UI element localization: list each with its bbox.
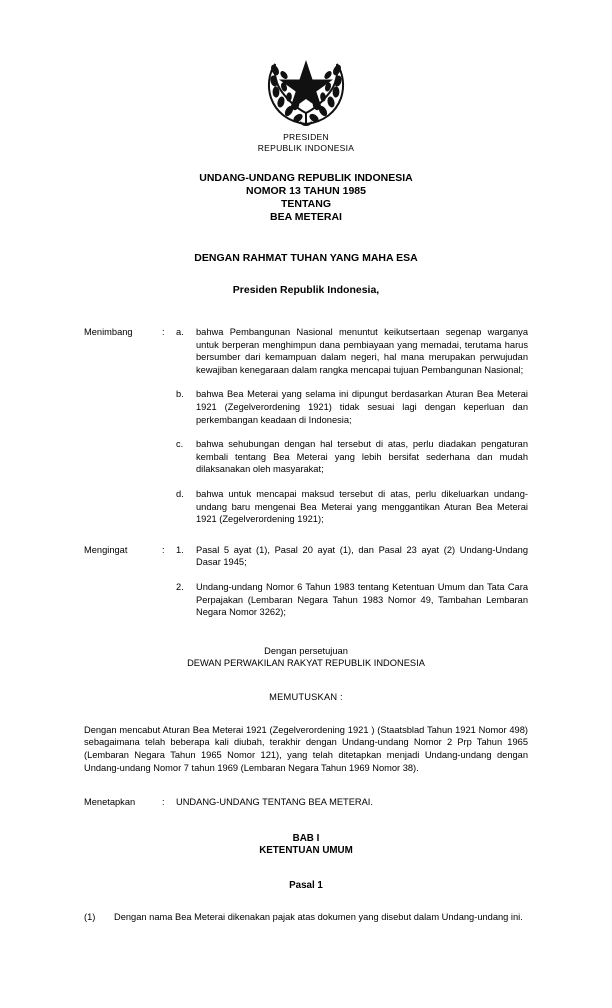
list-item-text: bahwa Pembangunan Nasional menuntut keikutsertaan segenap warganya untuk berperan menghimpun dana pembiayaan yang memadai, terutama harus bersumber dari kemampuan dalam negeri, hal mana merupakan perwujudan kewajiban kenegaraan dalam rangka mencapai tujuan Pembangunan Nasional; xyxy=(196,327,528,375)
chapter-line-2: KETENTUAN UMUM xyxy=(259,845,353,857)
title-line-4: BEA METERAI xyxy=(270,211,342,223)
list-item-marker: d. xyxy=(176,488,184,499)
menetapkan-text: UNDANG-UNDANG TENTANG BEA METERAI. xyxy=(176,797,373,808)
mengingat-section xyxy=(84,544,528,619)
emblem-container xyxy=(84,50,528,128)
list-item-marker: 1. xyxy=(176,544,184,555)
chapter-line-1: BAB I xyxy=(292,832,320,844)
article-item-text: Dengan nama Bea Meterai dikenakan pajak atas dokumen yang disebut dalam Undang-undang ini. xyxy=(114,912,523,923)
mengingat-items xyxy=(176,544,528,619)
article-item xyxy=(84,911,528,924)
list-item-text: bahwa untuk mencapai maksud tersebut di atas, perlu dikeluarkan undang-undang baru mengenai Bea Meterai yang menggantikan Aturan Bea Meterai 1921 (Zegelverordening 1921); xyxy=(196,488,528,525)
approval-line-2: DEWAN PERWAKILAN RAKYAT REPUBLIK INDONESIA xyxy=(187,658,425,669)
approval-line-1: Dengan persetujuan xyxy=(264,645,348,656)
menimbang-items xyxy=(176,326,528,526)
list-item-marker: b. xyxy=(176,389,184,400)
article-item-number: (1) xyxy=(84,912,96,923)
menetapkan-colon: : xyxy=(162,797,165,808)
emblem-caption-line2: REPUBLIK INDONESIA xyxy=(257,143,355,153)
approval-block xyxy=(84,645,528,670)
blessing-text: DENGAN RAHMAT TUHAN YANG MAHA ESA xyxy=(194,252,418,264)
menetapkan-row xyxy=(84,796,528,809)
list-item-marker: 2. xyxy=(176,581,184,592)
list-item xyxy=(176,438,528,476)
list-item-text: Undang-undang Nomor 6 Tahun 1983 tentang Ketentuan Umum dan Tata Cara Perpajakan (Lembaran Negara Tahun 1983 Nomor 49, Tambahan Lembaran Negara Nomor 3262); xyxy=(196,581,528,618)
menimbang-section xyxy=(84,326,528,526)
title-line-1: UNDANG-UNDANG REPUBLIK INDONESIA xyxy=(199,172,413,184)
title-line-2: NOMOR 13 TAHUN 1985 xyxy=(245,185,366,197)
menetapkan-label: Menetapkan xyxy=(84,797,136,808)
emblem-caption-line1: PRESIDEN xyxy=(283,132,329,142)
garuda-star-wreath-emblem-icon xyxy=(258,50,354,128)
list-item xyxy=(176,488,528,526)
list-item xyxy=(176,544,528,569)
list-item-text: Pasal 5 ayat (1), Pasal 20 ayat (1), dan Pasal 23 ayat (2) Undang-Undang Dasar 1945; xyxy=(196,544,528,568)
menimbang-row xyxy=(84,326,528,526)
revocation-paragraph: Dengan mencabut Aturan Bea Meterai 1921 (Zegelverordening 1921 ) (Staatsblad Tahun 1921 Nomor 498) sebagaimana telah beberapa kali diubah, terakhir dengan Undang-undang Nomor 2 Prp Tahun 1965 (Lembaran Negara Tahun 1965 Nomor 121), yang telah ditetapkan menjadi Undang-undang dengan Undang-undang Nomor 7 tahun 1969 (Lembaran Negara Tahun 1969 Nomor 38). xyxy=(84,724,528,773)
article-heading: Pasal 1 xyxy=(289,880,323,892)
list-item-text: bahwa sehubungan dengan hal tersebut di atas, perlu diadakan pengaturan kembali tentang Bea Meterai yang lebih bersifat sederhana dan mudah dilaksanakan oleh masyarakat; xyxy=(196,439,528,475)
chapter-heading xyxy=(84,833,528,858)
menimbang-label: Menimbang xyxy=(84,327,133,337)
page-title xyxy=(84,172,528,224)
list-item-text: bahwa Bea Meterai yang selama ini dipungut berdasarkan Aturan Bea Meterai 1921 (Zegelverordening 1921) tidak sesuai lagi dengan keperluan dan perkembangan keadaan di Indonesia; xyxy=(196,389,528,425)
list-item-marker: a. xyxy=(176,327,184,337)
list-item xyxy=(176,326,528,376)
authority-text: Presiden Republik Indonesia, xyxy=(232,284,380,296)
mengingat-row xyxy=(84,544,528,619)
mengingat-label: Mengingat xyxy=(84,544,128,555)
mengingat-colon: : xyxy=(162,544,165,555)
title-line-3: TENTANG xyxy=(281,198,331,210)
list-item xyxy=(176,581,528,619)
emblem-caption xyxy=(84,132,528,154)
list-item-marker: c. xyxy=(176,439,184,450)
decides-heading: MEMUTUSKAN : xyxy=(269,691,343,702)
list-item xyxy=(176,388,528,426)
menimbang-colon: : xyxy=(162,327,165,337)
